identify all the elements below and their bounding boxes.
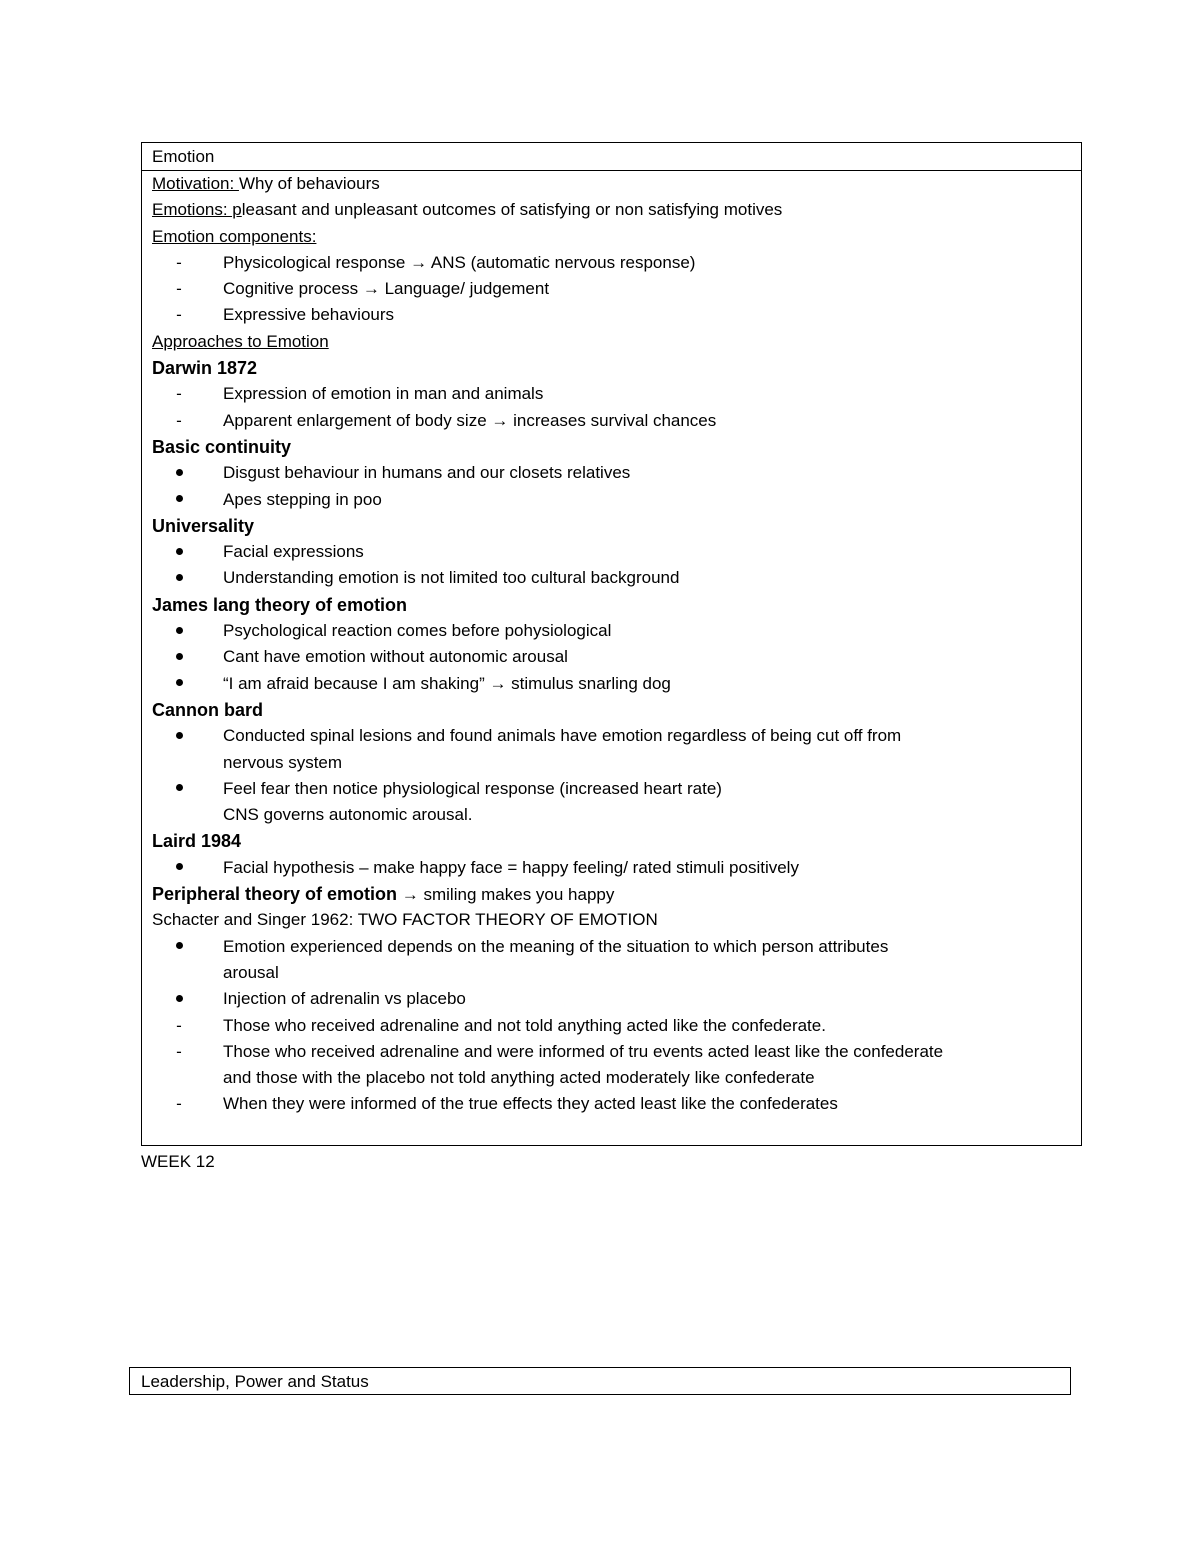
dash-marker: - [176, 279, 182, 299]
dash-marker: - [176, 1094, 182, 1114]
list-item-continuation: arousal [223, 962, 279, 982]
emotion-notes-box [141, 142, 1082, 1146]
box-header-emotion: Emotion [142, 143, 1081, 171]
bullet-icon [152, 487, 206, 513]
list-item: - Expression of emotion in man and animals [152, 381, 1071, 407]
bullet-icon [152, 934, 206, 960]
list-item: Feel fear then notice physiological response (increased heart rate) [152, 776, 1071, 802]
motivation-text: Why of behaviours [238, 174, 380, 193]
emotions-line [152, 197, 1071, 223]
peripheral-line [152, 881, 1071, 907]
approaches-label: Approaches to Emotion [152, 331, 329, 351]
list-item: Facial hypothesis – make happy face = happy feeling/ rated stimuli positively [152, 855, 1071, 881]
list-item: Injection of adrenalin vs placebo [152, 986, 1071, 1012]
dash-marker: - [176, 305, 182, 325]
section-heading: Laird 1984 [152, 831, 242, 852]
bullet-icon [152, 460, 206, 486]
section-heading: Darwin 1872 [152, 358, 258, 379]
list-item: Conducted spinal lesions and found animals have emotion regardless of being cut off from [152, 723, 1071, 749]
section-heading: Basic continuity [152, 436, 292, 457]
schacter-heading: Schacter and Singer 1962: TWO FACTOR THEORY OF EMOTION [152, 910, 658, 930]
dash-marker: - [176, 384, 182, 404]
list-item: Understanding emotion is not limited too cultural background [152, 565, 1071, 591]
motivation-label: Motivation: [152, 174, 239, 193]
list-item-continuation: and those with the placebo not told anything acted moderately like confederate [223, 1068, 815, 1088]
emotion-notes-body [142, 171, 1081, 1118]
box-header-leadership: Leadership, Power and Status [129, 1367, 1071, 1395]
section-heading: Universality [152, 515, 255, 536]
list-item: “I am afraid because I am shaking” → stimulus snarling dog [152, 671, 1071, 697]
bullet-icon [152, 618, 206, 644]
bullet-icon [152, 539, 206, 565]
list-item: Disgust behaviour in humans and our closets relatives [152, 460, 1071, 486]
list-item-continuation: CNS governs autonomic arousal. [223, 805, 473, 825]
list-item: - Those who received adrenaline and not told anything acted like the confederate. [152, 1013, 1071, 1039]
list-item: Cant have emotion without autonomic arousal [152, 644, 1071, 670]
bullet-icon [152, 776, 206, 802]
bullet-icon [152, 565, 206, 591]
list-item: - When they were informed of the true effects they acted least like the confederates [152, 1091, 1071, 1117]
list-item: - Apparent enlargement of body size → increases survival chances [152, 408, 1071, 434]
emotions-label: Emotions: p [152, 200, 242, 220]
week-label: WEEK 12 [141, 1152, 215, 1171]
dash-marker: - [176, 410, 182, 430]
bullet-icon [152, 986, 206, 1012]
section-heading: James lang theory of emotion [152, 594, 408, 615]
list-item: Emotion experienced depends on the meaning of the situation to which person attributes [152, 934, 1071, 960]
peripheral-text: → smiling makes you happy [397, 885, 615, 905]
emotions-text: leasant and unpleasant outcomes of satisfying or non satisfying motives [241, 200, 783, 220]
dash-marker: - [176, 1041, 182, 1061]
list-item: Psychological reaction comes before pohysiological [152, 618, 1071, 644]
list-item: - Cognitive process → Language/ judgement [152, 276, 1071, 302]
bullet-icon [152, 723, 206, 749]
dash-marker: - [176, 252, 182, 272]
section-heading: Cannon bard [152, 699, 263, 720]
list-item: - Physicological response → ANS (automatic nervous response) [152, 250, 1071, 276]
bullet-icon [152, 855, 206, 881]
bullet-icon [152, 671, 206, 697]
motivation-line [152, 171, 1071, 197]
list-item: Facial expressions [152, 539, 1071, 565]
list-item-continuation: nervous system [223, 752, 343, 772]
list-item: - Those who received adrenaline and were informed of tru events acted least like the confederate [152, 1039, 1071, 1065]
list-item: Apes stepping in poo [152, 487, 1071, 513]
list-item: - Expressive behaviours [152, 302, 1071, 328]
components-label: Emotion components: [152, 226, 317, 246]
bullet-icon [152, 644, 206, 670]
dash-marker: - [176, 1015, 182, 1035]
section-heading: Peripheral theory of emotion [152, 884, 398, 905]
